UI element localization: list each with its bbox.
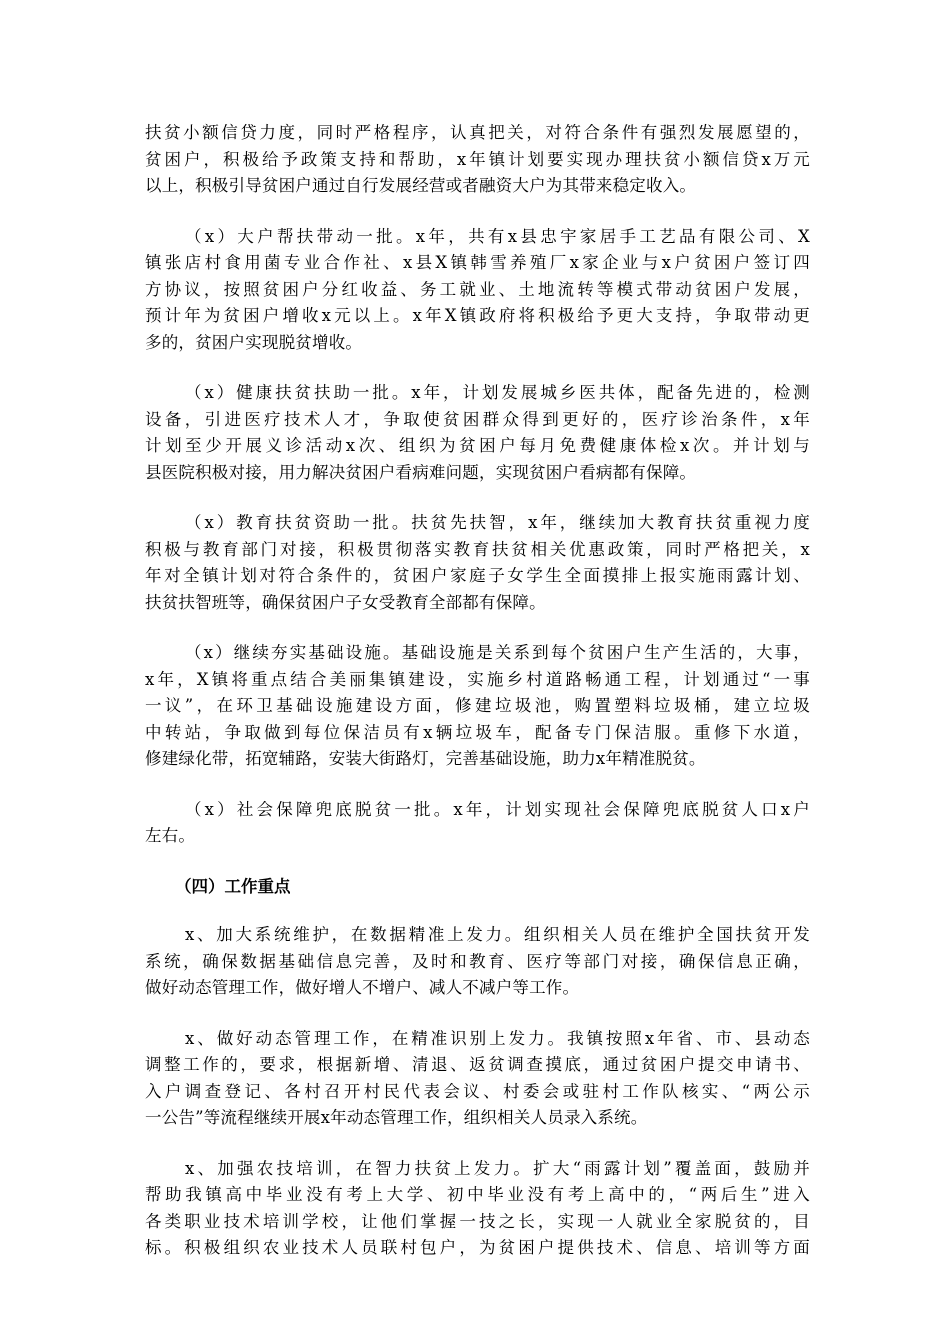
text-line: 预计年为贫困户增收x元以上。x年X镇政府将积极给予更大支持，争取带动更 [145,306,810,325]
document-body [145,120,810,1286]
text-line: 镇张店村食用菌专业合作社、x县X镇韩雪养殖厂x家企业与x户贫困户签订四 [145,253,810,272]
paragraph-education-support [145,510,810,616]
text-line: 各类职业技术培训学校，让他们掌握一技之长，实现一人就业全家脱贫的，目 [145,1211,810,1231]
paragraph-health-support [145,380,810,486]
text-line: 一公告”等流程继续开展x年动态管理工作，组织相关人员录入系统。 [145,1108,648,1127]
text-line: 年对全镇计划对符合条件的，贫困户家庭子女学生全面摸排上报实施雨露计划、 [145,566,810,585]
text-line: x、做好动态管理工作，在精准识别上发力。我镇按照x年省、市、县动态 [185,1028,810,1048]
text-line: x年，X镇将重点结合美丽集镇建设，实施乡村道路畅通工程，计划通过“一事 [145,669,810,689]
text-line: 一议”，在环卫基础设施建设方面，修建垃圾池，购置塑料垃圾桶，建立垃圾 [145,696,810,715]
text-line: 扶贫小额信贷力度，同时严格程序，认真把关，对符合条件有强烈发展愿望的， [145,123,810,142]
text-line: 计划至少开展义诊活动x次、组织为贫困户每月免费健康体检x次。并计划与 [145,436,810,455]
paragraph-microcredit [145,120,810,200]
text-line: 系统，确保数据基础信息完善，及时和教育、医疗等部门对接，确保信息正确， [145,951,810,971]
text-line: 以上，积极引导贫困户通过自行发展经营或者融资大户为其带来稳定收入。 [145,176,697,195]
text-line: 多的，贫困户实现脱贫增收。 [145,332,363,352]
text-line: 中转站，争取做到每位保洁员有x辆垃圾车，配备专门保洁服。重修下水道， [145,722,810,742]
text-line: 调整工作的，要求，根据新增、清退、返贫调查摸底，通过贫困户提交申请书、 [145,1055,810,1074]
text-line: 做好动态管理工作，做好增人不增户、减人不减户等工作。 [145,978,580,997]
text-line: 修建绿化带，拓宽辅路，安装大街路灯，完善基础设施，助力x年精准脱贫。 [145,749,706,768]
paragraph-system-maintenance [145,922,810,1002]
paragraph-infrastructure [145,640,810,773]
section-heading: （四）工作重点 [175,876,291,896]
paragraph-dynamic-management [145,1026,810,1132]
text-line: 入户调查登记、各村召开村民代表会议、村委会或驻村工作队核实、“两公示 [145,1081,810,1101]
text-line: 设备，引进医疗技术人才，争取使贫困群众得到更好的，医疗诊治条件，x年 [145,409,810,429]
text-line: 县医院积极对接，用力解决贫困户看病难问题，实现贫困户看病都有保障。 [145,462,697,482]
paragraph-agri-training [145,1156,810,1262]
text-line: 标。积极组织农业技术人员联村包户，为贫困户提供技术、信息、培训等方面 [145,1238,810,1257]
text-line: （x）大户帮扶带动一批。x年，共有x县忠宇家居手工艺品有限公司、X [185,226,810,246]
text-line: （x）社会保障兜底脱贫一批。x年，计划实现社会保障兜底脱贫人口x户 [185,799,810,819]
text-line: x、加大系统维护，在数据精准上发力。组织相关人员在维护全国扶贫开发 [185,925,810,944]
text-line: 贫困户，积极给予政策支持和帮助，x年镇计划要实现办理扶贫小额信贷x万元 [145,149,810,169]
text-line: 方协议，按照贫困户分红收益、务工就业、土地流转等模式带动贫困户发展， [145,279,810,299]
text-line: （x）健康扶贫扶助一批。x年，计划发展城乡医共体，配备先进的，检测 [185,383,810,402]
paragraph-social-security [145,797,810,850]
text-line: x、加强农技培训，在智力扶贫上发力。扩大“雨露计划”覆盖面，鼓励并 [185,1158,810,1178]
text-line: （x）继续夯实基础设施。基础设施是关系到每个贫困户生产生活的，大事， [185,643,810,662]
text-line: 帮助我镇高中毕业没有考上大学、初中毕业没有考上高中的，“两后生”进入 [145,1185,810,1204]
text-line: 积极与教育部门对接，积极贯彻落实教育扶贫相关优惠政策，同时严格把关，x [145,539,810,559]
paragraph-enterprise-support [145,224,810,357]
text-line: 扶贫扶智班等，确保贫困户子女受教育全部都有保障。 [145,592,546,612]
text-line: 左右。 [145,826,196,845]
text-line: （x）教育扶贫资助一批。扶贫先扶智，x年，继续加大教育扶贫重视力度 [185,513,810,532]
